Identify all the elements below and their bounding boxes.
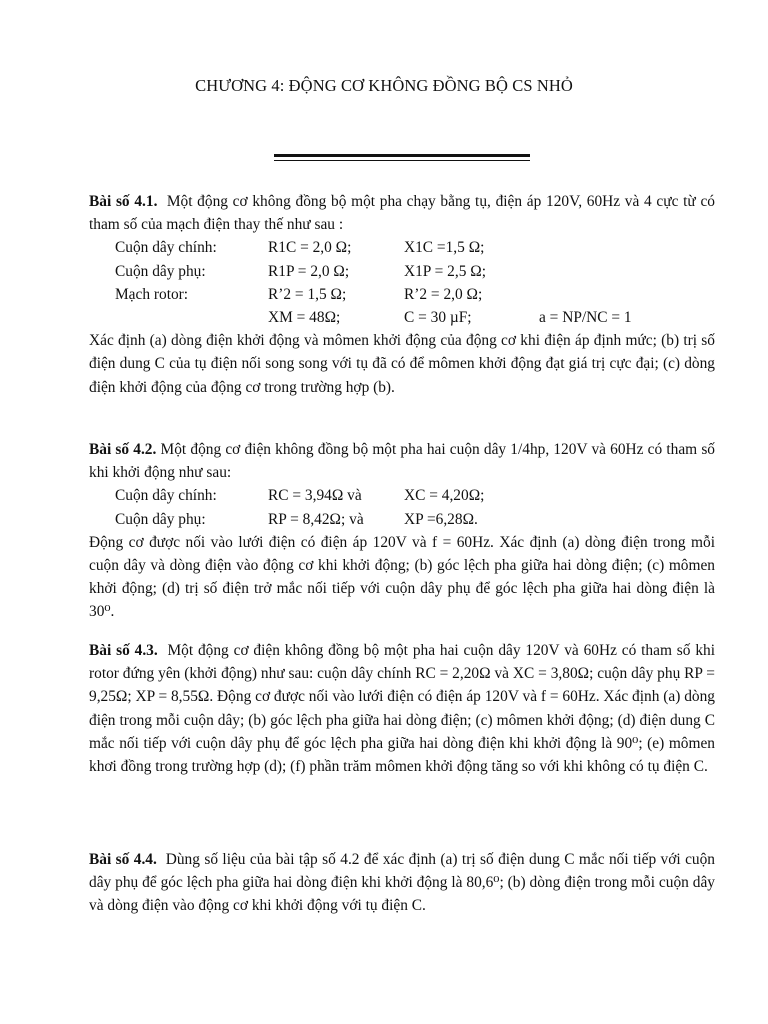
param-label: Mạch rotor: <box>115 285 189 303</box>
param-value: XC = 4,20Ω; <box>404 487 485 505</box>
problem-intro-text: Một động cơ điện không đồng bộ một pha hai cuộn dây 120V và 60Hz có tham số khi rotor đứng yên (khởi động) như sau: cuộn dây chính RC = 2,20Ω và XC = 3,80Ω; cuộn dây phụ RP = 9,25Ω; XP = 8,55Ω. Động cơ được nối vào lưới điện có điện áp 120V và f = 60Hz. Xác định (a) dòng điện trong mỗi cuộn dây; (b) góc lệch pha giữa hai dòng điện; (c) mômen khởi động; (d) điện dung C mắc nối tiếp với cuộn dây phụ để góc lệch pha giữa hai dòng điện khi khởi động là 90⁰; (e) mômen khơi đồng trong trường hợp (d); (f) phần trăm mômen khởi động tăng so với khi không có tụ điện C. <box>89 642 715 776</box>
problem-intro-text: Một động cơ không đồng bộ một pha chạy bằng tụ, điện áp 120V, 60Hz và 4 cực từ có tham số của mạch điện thay thế như sau : <box>89 193 715 234</box>
param-row <box>89 283 715 306</box>
param-value: R1C = 2,0 Ω; <box>268 239 352 257</box>
param-label: Cuộn dây chính: <box>115 487 217 505</box>
problem-4-4 <box>89 848 715 918</box>
problem-body: Xác định (a) dòng điện khởi động và mômen khởi động của động cơ khi điện áp định mức; (b) trị số điện dung C của tụ điện nối song song với tụ đã có để mômen khởi động đạt giá trị cực đại; (c) dòng điện khởi động của động cơ trong trường hợp (b). <box>89 332 715 396</box>
problem-4-1 <box>89 190 715 399</box>
param-value: R’2 = 1,5 Ω; <box>268 285 347 303</box>
param-label: Cuộn dây phụ: <box>115 262 206 280</box>
param-row <box>89 236 715 259</box>
param-value: R1P = 2,0 Ω; <box>268 262 350 280</box>
problem-4-2 <box>89 438 715 624</box>
problem-label: Bài số 4.4. <box>89 851 157 868</box>
problem-intro <box>89 438 715 484</box>
param-value: X1C =1,5 Ω; <box>404 239 485 257</box>
problem-intro-text: Một động cơ điện không đồng bộ một pha hai cuộn dây 1/4hp, 120V và 60Hz có tham số khi khởi động như sau: <box>89 441 716 482</box>
title-divider-thick <box>274 154 530 157</box>
param-label: Cuộn dây phụ: <box>115 510 206 528</box>
chapter-title: CHƯƠNG 4: ĐỘNG CƠ KHÔNG ĐỒNG BỘ CS NHỎ <box>195 76 573 95</box>
param-row <box>89 260 715 283</box>
param-value: RP = 8,42Ω; và <box>268 510 364 528</box>
param-value: XM = 48Ω; <box>268 308 341 326</box>
problem-label: Bài số 4.1. <box>89 193 158 210</box>
problem-intro <box>89 190 715 236</box>
problem-4-3 <box>89 639 715 778</box>
param-label: Cuộn dây chính: <box>115 239 217 257</box>
param-row <box>89 484 715 507</box>
problem-intro-text: Dùng số liệu của bài tập số 4.2 để xác định (a) trị số điện dung C mắc nối tiếp với cuộn dây phụ để góc lệch pha giữa hai dòng điện khi khởi động là 80,6⁰; (b) dòng điện trong mỗi cuộn dây và dòng điện vào động cơ khi khởi động với tụ điện C. <box>89 851 716 915</box>
param-value: R’2 = 2,0 Ω; <box>404 285 483 303</box>
param-value: a = NP/NC = 1 <box>539 308 632 326</box>
problem-label: Bài số 4.3. <box>89 642 158 659</box>
param-value: C = 30 µF; <box>404 308 472 326</box>
problem-body: Động cơ được nối vào lưới điện có điện áp 120V và f = 60Hz. Xác định (a) dòng điện trong mỗi cuộn dây và dòng điện vào động cơ khi khởi động; (b) góc lệch pha giữa hai dòng điện; (c) mômen khởi động; (d) trị số điện trở mắc nối tiếp với cuộn dây phụ để góc lệch pha giữa hai dòng điện là 30⁰. <box>89 533 715 621</box>
param-value: XP =6,28Ω. <box>404 510 478 528</box>
param-row <box>89 306 715 329</box>
param-row <box>89 508 715 531</box>
problem-label: Bài số 4.2. <box>89 441 157 458</box>
param-value: RC = 3,94Ω và <box>268 487 362 505</box>
param-value: X1P = 2,5 Ω; <box>404 262 486 280</box>
title-divider-thin <box>274 160 530 161</box>
